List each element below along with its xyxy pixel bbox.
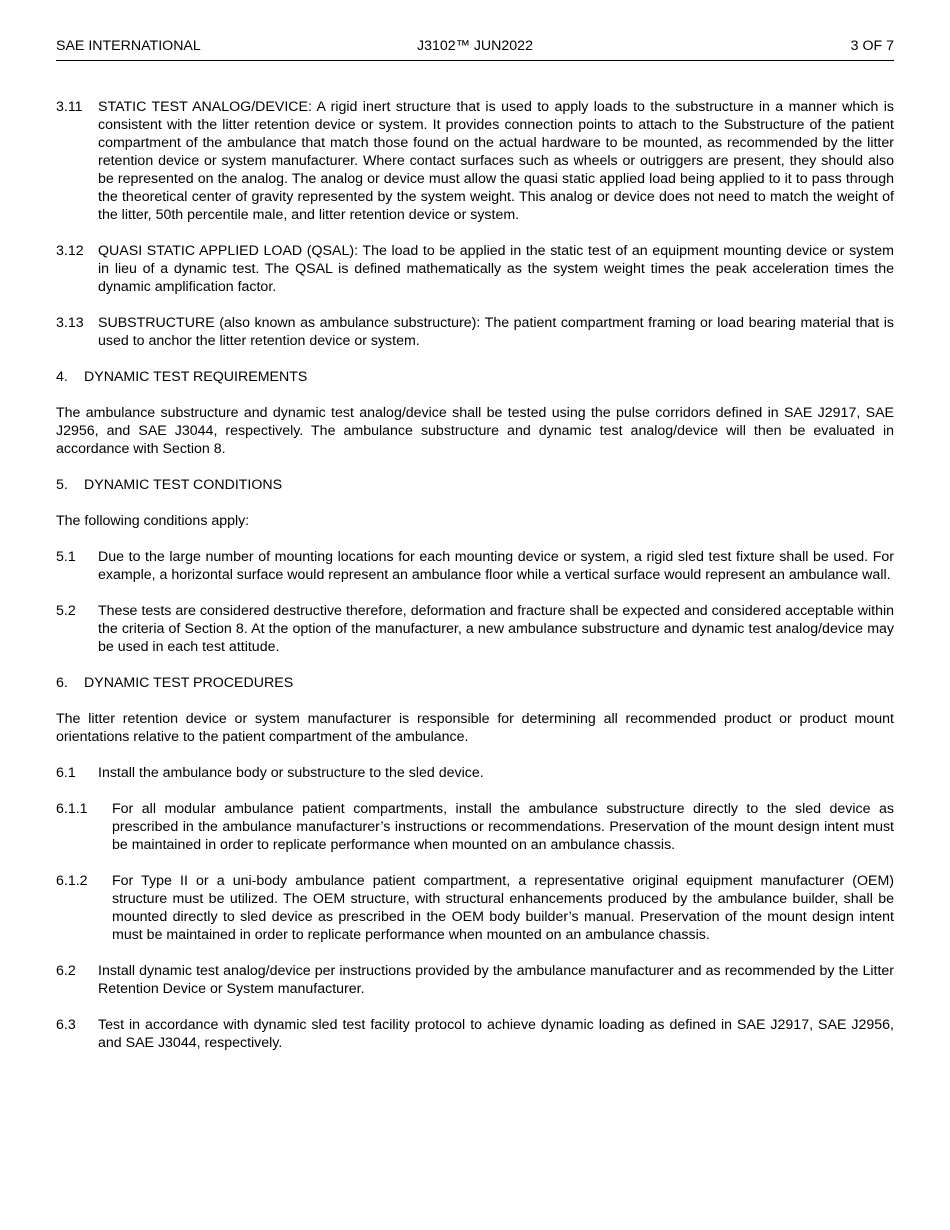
section-text: For Type II or a uni-body ambulance patient compartment, a representative original equipment manufacturer (OEM) structure must be utilized. The OEM structure, with structural enhancements produced by the ambulance builder, shall be mounted directly to sled device as prescribed in the OEM body builder’s manual. Preservation of the mount design intent must be maintained in order to replicate performance when mounted on an ambulance chassis. — [112, 873, 894, 943]
section-number: 6.1 — [56, 765, 76, 781]
section-text: Install the ambulance body or substructure to the sled device. — [98, 765, 484, 781]
section-number: 4. — [56, 369, 68, 385]
section-number: 6. — [56, 675, 68, 691]
section-number: 3.11 — [56, 99, 83, 115]
section-text: For all modular ambulance patient compartments, install the ambulance substructure directly to the sled device as prescribed in the ambulance manufacturer’s instructions or recommendations. Preservation of the mount design intent must be maintained in order to replicate performance when mounted on an ambulance chassis. — [112, 801, 894, 853]
header-document-id: J3102™ JUN2022 — [417, 38, 533, 54]
section-5-body: The following conditions apply: — [56, 513, 250, 529]
section-5-2 — [56, 602, 894, 656]
section-number: 3.13 — [56, 315, 84, 331]
section-title: DYNAMIC TEST CONDITIONS — [84, 477, 283, 493]
section-5-heading — [56, 476, 894, 494]
section-6-heading — [56, 674, 894, 692]
section-number: 6.1.1 — [56, 801, 88, 817]
section-6-1-2 — [56, 872, 894, 944]
section-number: 5. — [56, 477, 68, 493]
section-number: 5.1 — [56, 549, 76, 565]
section-text: Test in accordance with dynamic sled test facility protocol to achieve dynamic loading as defined in SAE J2917, SAE J2956, and SAE J3044, respectively. — [98, 1017, 894, 1051]
section-3-11 — [56, 98, 894, 224]
page-header — [56, 38, 894, 61]
section-4-body: The ambulance substructure and dynamic test analog/device shall be tested using the pulse corridors defined in SAE J2917, SAE J2956, and SAE J3044, respectively. The ambulance substructure and dynamic test analog/device will then be evaluated in accordance with Section 8. — [56, 405, 894, 457]
section-6-body: The litter retention device or system manufacturer is responsible for determining all recommended product or product mount orientations relative to the patient compartment of the ambulance. — [56, 711, 894, 745]
section-title: DYNAMIC TEST PROCEDURES — [84, 675, 294, 691]
section-3-12 — [56, 242, 894, 296]
section-5-1 — [56, 548, 894, 584]
section-text: QUASI STATIC APPLIED LOAD (QSAL): The load to be applied in the static test of an equipment mounting device or system in lieu of a dynamic test. The QSAL is defined mathematically as the system weight times the peak acceleration times the dynamic amplification factor. — [98, 243, 894, 295]
header-organization: SAE INTERNATIONAL — [56, 38, 201, 54]
section-3-13 — [56, 314, 894, 350]
section-6-1 — [56, 764, 894, 782]
header-page-number: 3 OF 7 — [850, 38, 894, 54]
section-text: These tests are considered destructive therefore, deformation and fracture shall be expected and considered acceptable within the criteria of Section 8. At the option of the manufacturer, a new ambulance substructure and dynamic test analog/device may be used in each test attitude. — [98, 603, 894, 655]
section-6-3 — [56, 1016, 894, 1052]
section-text: Due to the large number of mounting locations for each mounting device or system, a rigid sled test fixture shall be used. For example, a horizontal surface would represent an ambulance floor while a vertical surface would represent an ambulance wall. — [98, 549, 894, 583]
section-text: Install dynamic test analog/device per instructions provided by the ambulance manufacturer and as recommended by the Litter Retention Device or System manufacturer. — [98, 963, 894, 997]
section-text: SUBSTRUCTURE (also known as ambulance substructure): The patient compartment framing or load bearing material that is used to anchor the litter retention device or system. — [98, 315, 894, 349]
section-number: 6.2 — [56, 963, 76, 979]
section-4-heading — [56, 368, 894, 386]
section-6-1-1 — [56, 800, 894, 854]
section-6-2 — [56, 962, 894, 998]
section-number: 3.12 — [56, 243, 84, 259]
section-number: 6.1.2 — [56, 873, 88, 889]
section-title: DYNAMIC TEST REQUIREMENTS — [84, 369, 308, 385]
section-number: 5.2 — [56, 603, 76, 619]
document-body — [56, 98, 894, 1070]
section-text: STATIC TEST ANALOG/DEVICE: A rigid inert structure that is used to apply loads to the substructure in a manner which is consistent with the litter retention device or system. It provides connection points to attach to the Substructure of the patient compartment of the ambulance that match those found on the actual hardware to be mounted, as recommended by the litter retention device or system manufacturer. Where contact surfaces such as wheels or outriggers are present, they should also be represented on the analog. The analog or device must allow the quasi static applied load being applied to it to pass through the theoretical center of gravity represented by the system weight. This analog or device does not need to match the weight of the litter, 50th percentile male, and litter retention device or system. — [98, 99, 894, 223]
section-number: 6.3 — [56, 1017, 76, 1033]
